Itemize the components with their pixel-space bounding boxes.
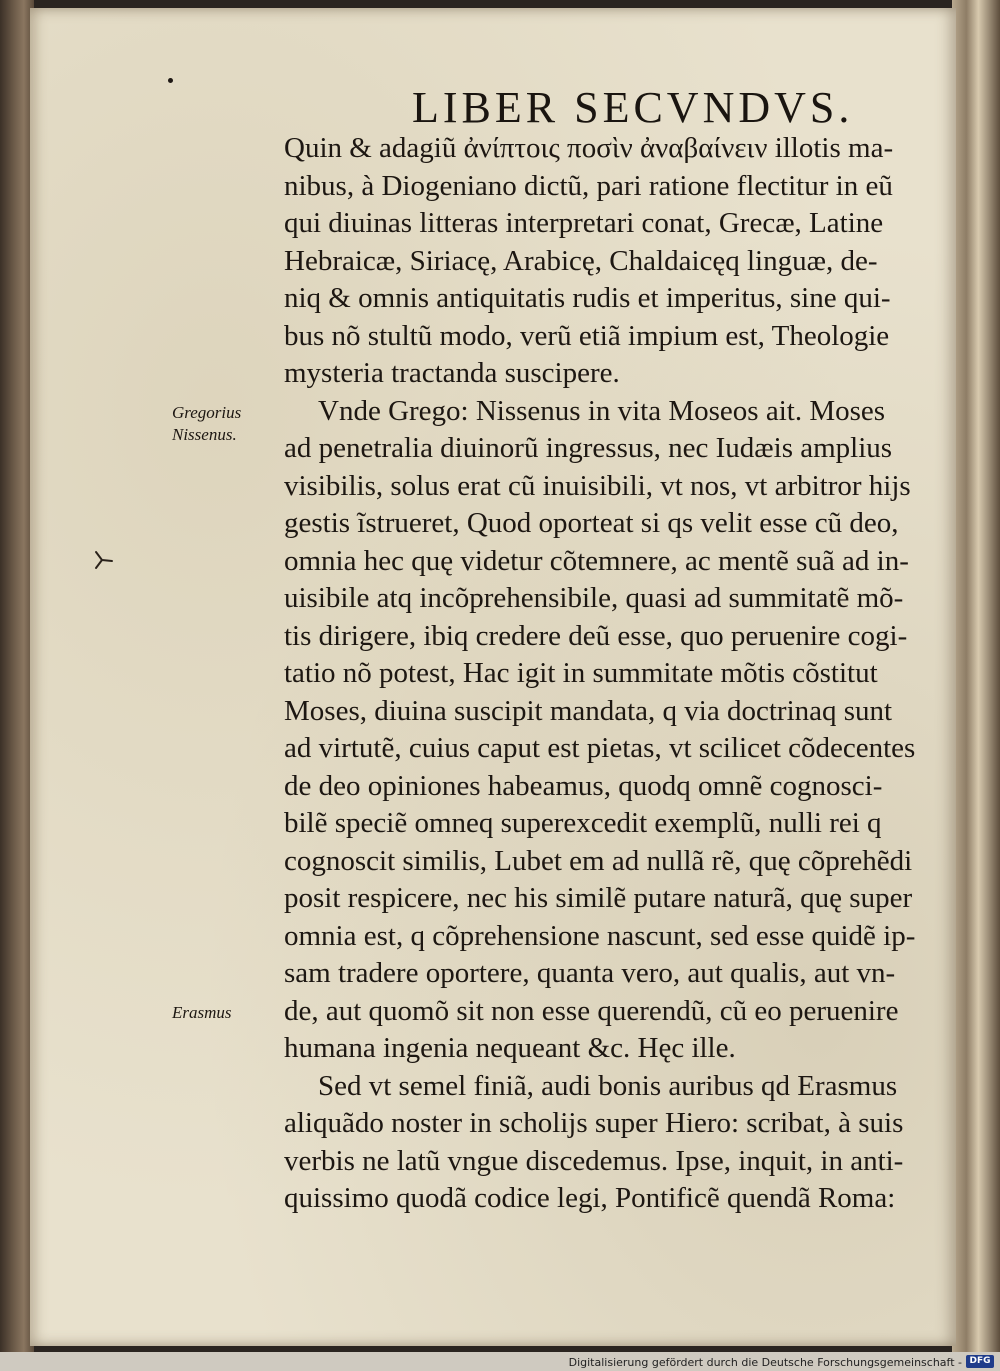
text-line: Hebraicæ, Siriacę, Arabicę, Chaldaicęq linguæ, de- xyxy=(284,244,878,277)
text-line: de, aut quomõ sit non esse querendũ, cũ eo peruenire xyxy=(284,994,899,1027)
text-line: omnia hec quę videtur cõtemnere, ac mentẽ suã ad in- xyxy=(284,544,909,577)
text-line: de deo opiniones habeamus, quodq omnẽ cognosci- xyxy=(284,769,883,802)
text-line: cognoscit similis, Lubet em ad nullã rẽ, quę cõprehẽdi xyxy=(284,844,913,877)
text-line: niq & omnis antiquitatis rudis et imperitus, sine qui- xyxy=(284,282,891,314)
margin-note-line: Nissenus. xyxy=(172,425,237,444)
page-header: LIBER SECVNDVS. xyxy=(412,83,854,132)
text-line: tis dirigere, ibiq credere deũ esse, quo peruenire cogi- xyxy=(284,619,908,652)
text-line: sam tradere oportere, quanta vero, aut qualis, aut vn- xyxy=(284,957,896,989)
text-line: Quin & adagiũ ἀνίπτοις ποσὶν ἀναβαίνειν illotis ma- xyxy=(284,132,894,164)
text-line: Moses, diuina suscipit mandata, q via doctrinaq sunt xyxy=(284,694,893,727)
text-line: Vnde Grego: Nissenus in vita Moseos ait. Moses xyxy=(318,394,886,427)
text-line: nibus, à Diogeniano dictũ, pari ratione flectitur in eũ xyxy=(284,169,893,202)
margin-note-gregorius xyxy=(172,402,241,446)
ink-dot xyxy=(168,78,173,83)
text-line: posit respicere, nec his similẽ putare naturã, quę super xyxy=(284,882,913,914)
footer-credit: Digitalisierung gefördert durch die Deutsche Forschungsgemeinschaft - xyxy=(568,1356,962,1369)
text-line: uisibile atq incõprehensibile, quasi ad summitatẽ mõ- xyxy=(284,582,904,614)
text-line: verbis ne latũ vngue discedemus. Ipse, inquit, in anti- xyxy=(284,1144,904,1177)
text-line: quissimo quodã codice legi, Pontificẽ quendã Roma: xyxy=(284,1182,896,1214)
text-line: humana ingenia nequeant &c. Hęc ille. xyxy=(284,1032,736,1064)
text-line: omnia est, q cõprehensione nascunt, sed esse quidẽ ip- xyxy=(284,919,916,952)
ink-mark-icon xyxy=(90,548,116,574)
text-line: bilẽ speciẽ omneq superexcedit exemplũ, nulli rei q xyxy=(284,807,882,839)
text-line: mysteria tractanda suscipere. xyxy=(284,357,620,389)
body-text xyxy=(284,130,924,1218)
text-line: bus nõ stultũ modo, verũ etiã impium est, Theologie xyxy=(284,319,890,352)
dfg-logo: DFG xyxy=(966,1355,994,1368)
margin-note-line: Gregorius xyxy=(172,403,242,422)
text-line: visibilis, solus erat cũ inuisibili, vt nos, vt arbitror hijs xyxy=(284,469,911,502)
book-fore-edge xyxy=(952,0,1000,1352)
text-line: tatio nõ potest, Hac igit in summitate mõtis cõstitut xyxy=(284,657,878,689)
margin-note-erasmus: Erasmus xyxy=(172,1003,232,1022)
text-line: gestis ĩstrueret, Quod oporteat si qs velit esse cũ deo, xyxy=(284,507,899,539)
text-line: qui diuinas litteras interpretari conat, Grecæ, Latine xyxy=(284,207,884,239)
text-line: aliquãdo noster in scholijs super Hiero: scribat, à suis xyxy=(284,1107,904,1139)
book-spine-edge xyxy=(0,0,34,1352)
text-line: ad virtutẽ, cuius caput est pietas, vt scilicet cõdecentes xyxy=(284,732,916,764)
text-line: Sed vt semel finiã, audi bonis auribus qd Erasmus xyxy=(318,1069,898,1102)
text-line: ad penetralia diuinorũ ingressus, nec Iudæis amplius xyxy=(284,432,893,464)
